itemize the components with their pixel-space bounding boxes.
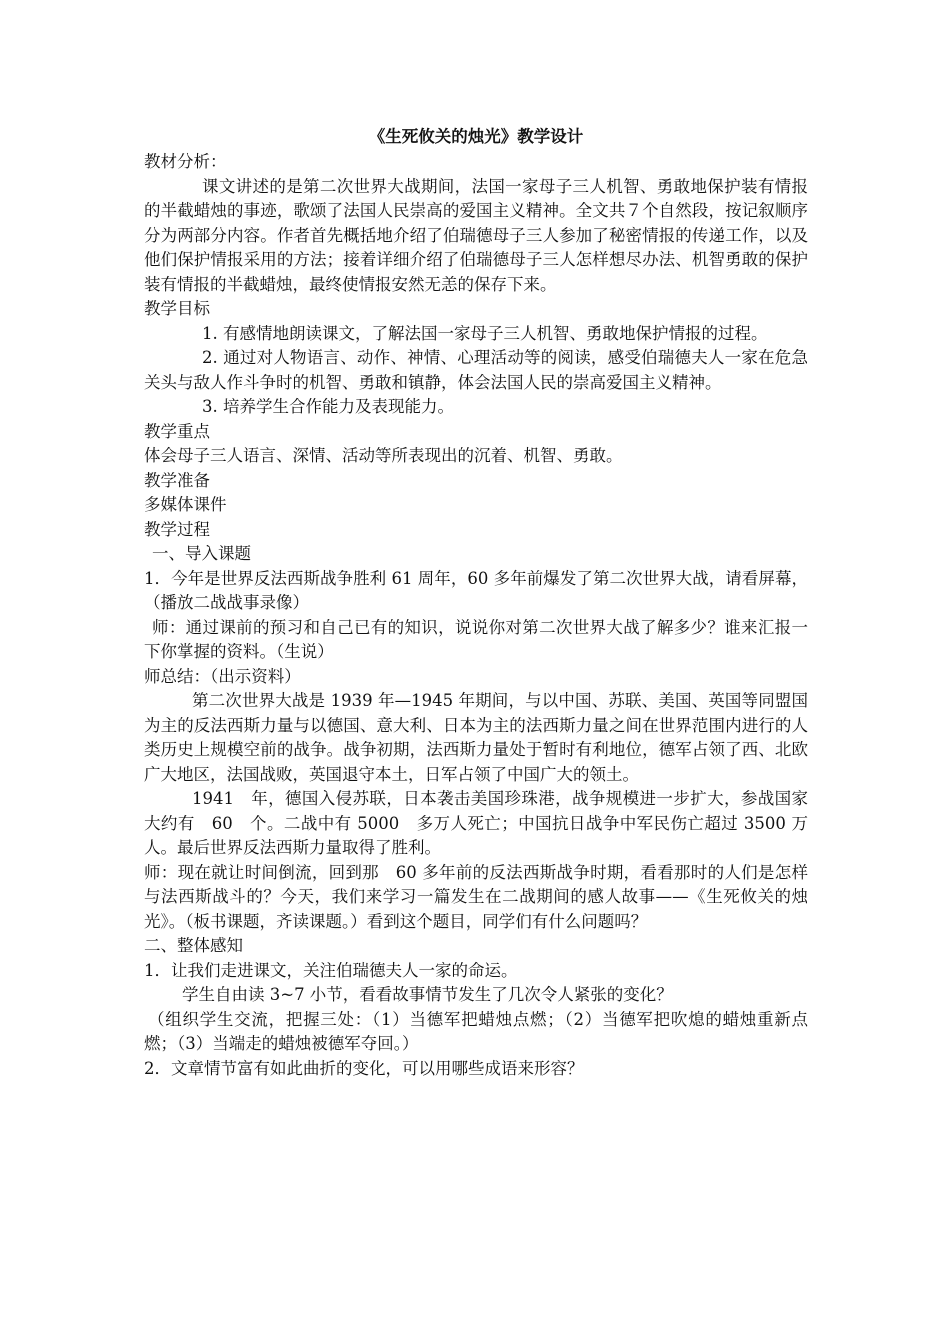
goal-item-1: 1. 有感情地朗读课文，了解法国一家母子三人机智、勇敢地保护情报的过程。 bbox=[202, 323, 768, 343]
part1-transition: 师：现在就让时间倒流，回到那 60 多年前的反法西斯战争时期，看看那时的人们是怎样与法西斯战斗的？今天，我们来学习一篇发生在二战期间的感人故事——《生死攸关的烛光》。（板书课题，齐读课题。）看到这个题目，同学们有什么问题吗？ bbox=[144, 862, 808, 931]
part1-heading: 一、导入课题 bbox=[152, 544, 251, 563]
part1-item-1: 1．今年是世界反法西斯战争胜利 61 周年，60 多年前爆发了第二次世界大战，请看屏幕，（播放二战战事录像） bbox=[144, 568, 808, 612]
goal-item-3: 3. 培养学生合作能力及表现能力。 bbox=[202, 397, 454, 416]
focus-heading: 教学重点 bbox=[144, 421, 210, 441]
prep-heading: 教学准备 bbox=[144, 470, 210, 490]
goal-item-2: 2. 通过对人物语言、动作、神情、心理活动等的阅读，感受伯瑞德夫人一家在危急关头与敌人作斗争时的机智、勇敢和镇静，体会法国人民的崇高爱国主义精神。 bbox=[144, 348, 808, 392]
document-body bbox=[144, 124, 808, 1081]
part1-teacher-question: 师：通过课前的预习和自己已有的知识，说说你对第二次世界大战了解多少？谁来汇报一下你掌握的资料。（生说） bbox=[144, 617, 808, 661]
part1-material-2: 1941 年，德国入侵苏联，日本袭击美国珍珠港，战争规模进一步扩大，参战国家大约有 60 个。二战中有 5000 多万人死亡；中国抗日战争中军民伤亡超过 3500 万人。最后世界反法西斯力量取得了胜利。 bbox=[144, 789, 808, 857]
part2-item-2: 2．文章情节富有如此曲折的变化，可以用哪些成语来形容？ bbox=[144, 1058, 584, 1078]
part1-material-1: 第二次世界大战是 1939 年—1945 年期间，与以中国、苏联、美国、英国等同盟国为主的反法西斯力量与以德国、意大利、日本为主的法西斯力量之间在世界范围内进行的人类历史上规模空前的战争。战争初期，法西斯力量处于暂时有利地位，德军占领了西、北欧广大地区，法国战败，英国退守本土，日军占领了中国广大的领土。 bbox=[144, 691, 808, 784]
part2-reading-task: 学生自由读 3~7 小节，看看故事情节发生了几次令人紧张的变化？ bbox=[182, 985, 673, 1004]
process-heading: 教学过程 bbox=[144, 519, 210, 539]
analysis-heading: 教材分析： bbox=[144, 152, 227, 171]
analysis-paragraph: 课文讲述的是第二次世界大战期间，法国一家母子三人机智、勇敢地保护装有情报的半截蜡烛的事迹，歌颂了法国人民崇高的爱国主义精神。全文共７个自然段，按记叙顺序分为两部分内容。作者首先概括地介绍了伯瑞德母子三人参加了秘密情报的传递工作，以及他们保护情报采用的方法；接着详细介绍了伯瑞德母子三人怎样想尽办法、机智勇敢的保护装有情报的半截蜡烛，最终使情报安然无恙的保存下来。 bbox=[144, 176, 808, 294]
part2-item-1: 1．让我们走进课文，关注伯瑞德夫人一家的命运。 bbox=[144, 960, 518, 980]
prep-paragraph: 多媒体课件 bbox=[144, 495, 227, 514]
part2-heading: 二、整体感知 bbox=[144, 936, 243, 955]
goals-heading: 教学目标 bbox=[144, 299, 210, 318]
document-title: 《生死攸关的烛光》教学设计 bbox=[368, 127, 584, 146]
focus-paragraph: 体会母子三人语言、深情、活动等所表现出的沉着、机智、勇敢。 bbox=[144, 446, 623, 465]
part1-summary: 师总结：（出示资料） bbox=[144, 666, 301, 686]
part2-organize-note: （组织学生交流，把握三处：（1）当德军把蜡烛点燃；（2）当德军把吹熄的蜡烛重新点燃；（3）当端走的蜡烛被德军夺回。） bbox=[144, 1009, 808, 1053]
